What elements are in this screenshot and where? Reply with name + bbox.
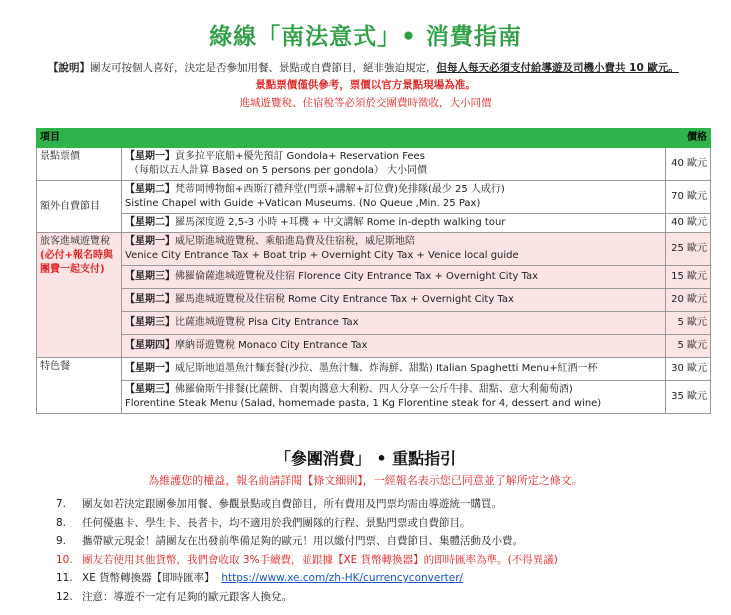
row-category: 景點票價 bbox=[37, 148, 122, 181]
row-price: 5 歐元 bbox=[666, 335, 711, 358]
row-description: 【星期三】佛羅倫斯牛排餐(比薩餅、自製肉醬意大利粉、四人分享一公斤牛排、甜點、意大利葡萄酒) Florentine Steak Menu (Salad, homemade pasta, 1 Kg Florentine steak for 4, dessert and wine) bbox=[122, 381, 666, 414]
table-row bbox=[37, 335, 711, 358]
row-category: 旅客進城遊覽稅 (必付+報名時與團費一起支付) bbox=[37, 233, 122, 358]
row-price: 40 歐元 bbox=[666, 148, 711, 181]
row-description: 【星期一】威尼斯地道墨魚汁麵套餐(沙拉、墨魚汁麵、炸海鮮、甜點) Italian Spaghetti Menu+紅酒一杯 bbox=[122, 358, 666, 381]
rules-list bbox=[56, 495, 558, 606]
row-description: 【星期四】摩納哥遊覽稅 Monaco City Entrance Tax bbox=[122, 335, 666, 358]
row-description: 【星期一】貢多拉平底船+優先預訂 Gondola+ Reservation Fees （每船以五人計算 Based on 5 persons per gondola） 大小同價 bbox=[122, 148, 666, 181]
table-row bbox=[37, 214, 711, 233]
row-description: 【星期二】羅馬深度遊 2,5-3 小時 +耳機 + 中文講解 Rome in-depth walking tour bbox=[122, 214, 666, 233]
list-item: 10. 團友若使用其他貨幣，我們會收取 3%手續費，並跟據【XE 貨幣轉換器】的即時匯率為準。(不得異議) bbox=[56, 553, 558, 566]
row-description: 【星期一】威尼斯進城遊覽稅、乘船進島費及住宿稅，威尼斯地陪 Venice City Entrance Tax + Boat trip + Overnight City Tax + Venice local guide bbox=[122, 233, 666, 266]
row-category: 額外自費節目 bbox=[37, 181, 122, 233]
row-description: 【星期二】梵蒂岡博物館+西斯汀禮拜堂(門票+講解+訂位費)免排隊(最少 25 人成行) Sistine Chapel with Guide +Vatican Museums. (No Queue ,Min. 25 Pax) bbox=[122, 181, 666, 214]
row-price: 25 歐元 bbox=[666, 233, 711, 266]
row-price: 40 歐元 bbox=[666, 214, 711, 233]
row-description: 【星期三】佛羅倫薩進城遊覽稅及住宿 Florence City Entrance Tax + Overnight City Tax bbox=[122, 266, 666, 289]
header-item: 項目 bbox=[37, 129, 666, 148]
row-price: 20 歐元 bbox=[666, 289, 711, 312]
price-reference-note: 景點票價僅供參考，票價以官方景點現場為准。 bbox=[255, 79, 476, 91]
expense-table bbox=[36, 128, 711, 414]
row-price: 35 歐元 bbox=[666, 381, 711, 414]
table-row bbox=[37, 266, 711, 289]
section-subtitle: 為維護您的權益，報名前請詳閱【條文細則】，一經報名表示您已同意並了解所定之條文。 bbox=[148, 474, 583, 487]
row-price: 15 歐元 bbox=[666, 266, 711, 289]
header-price: 價格 bbox=[666, 129, 711, 148]
row-description: 【星期二】羅馬進城遊覽稅及住宿稅 Rome City Entrance Tax + Overnight City Tax bbox=[122, 289, 666, 312]
table-header bbox=[37, 129, 711, 148]
row-price: 30 歐元 bbox=[666, 358, 711, 381]
list-item: 9. 攜帶歐元現金！請團友在出發前準備足夠的歐元！用以繳付門票、自費節目、集體活動及小費。 bbox=[56, 535, 523, 547]
table-row bbox=[37, 289, 711, 312]
list-item: 12. 注意：導遊不一定有足夠的歐元跟客人換兌。 bbox=[56, 590, 292, 603]
page-title: 綠線「南法意式」• 消費指南 bbox=[209, 24, 522, 50]
table-row bbox=[37, 381, 711, 414]
table-row bbox=[37, 358, 711, 381]
intro-note bbox=[48, 60, 708, 75]
row-price: 5 歐元 bbox=[666, 312, 711, 335]
list-item: 11. XE 貨幣轉換器【即時匯率】 https://www.xe.com/zh-HK/currencyconverter/ bbox=[56, 572, 464, 584]
table-row bbox=[37, 148, 711, 181]
row-category: 特色餐 bbox=[37, 358, 122, 414]
tax-note: 進城遊覽稅、住宿稅等必須於交團費時徵收，大小同價 bbox=[239, 97, 492, 109]
xe-currency-link[interactable]: https://www.xe.com/zh-HK/currencyconverter/ bbox=[221, 572, 464, 584]
table-row bbox=[37, 312, 711, 335]
list-item: 8. 任何優惠卡、學生卡、長者卡，均不適用於我們團隊的行程、景點門票或自費節目。 bbox=[56, 516, 471, 529]
table-row bbox=[37, 181, 711, 214]
row-description: 【星期三】比薩進城遊覽稅 Pisa City Entrance Tax bbox=[122, 312, 666, 335]
list-item: 7. 團友如若決定跟團參加用餐、參觀景點或自費節目，所有費用及門票均需由導遊統一購買。 bbox=[56, 498, 502, 510]
intro-emphasis: 但每人每天必須支付給導遊及司機小費共 10 歐元。 bbox=[436, 62, 679, 74]
intro-text: 團友可按個人喜好，決定是否參加用餐、景點或自費節目，絕非強迫規定， bbox=[90, 62, 437, 74]
section-title: 「參團消費」 • 重點指引 bbox=[274, 449, 457, 468]
intro-label: 【說明】 bbox=[48, 62, 90, 74]
table-row bbox=[37, 233, 711, 266]
row-price: 70 歐元 bbox=[666, 181, 711, 214]
